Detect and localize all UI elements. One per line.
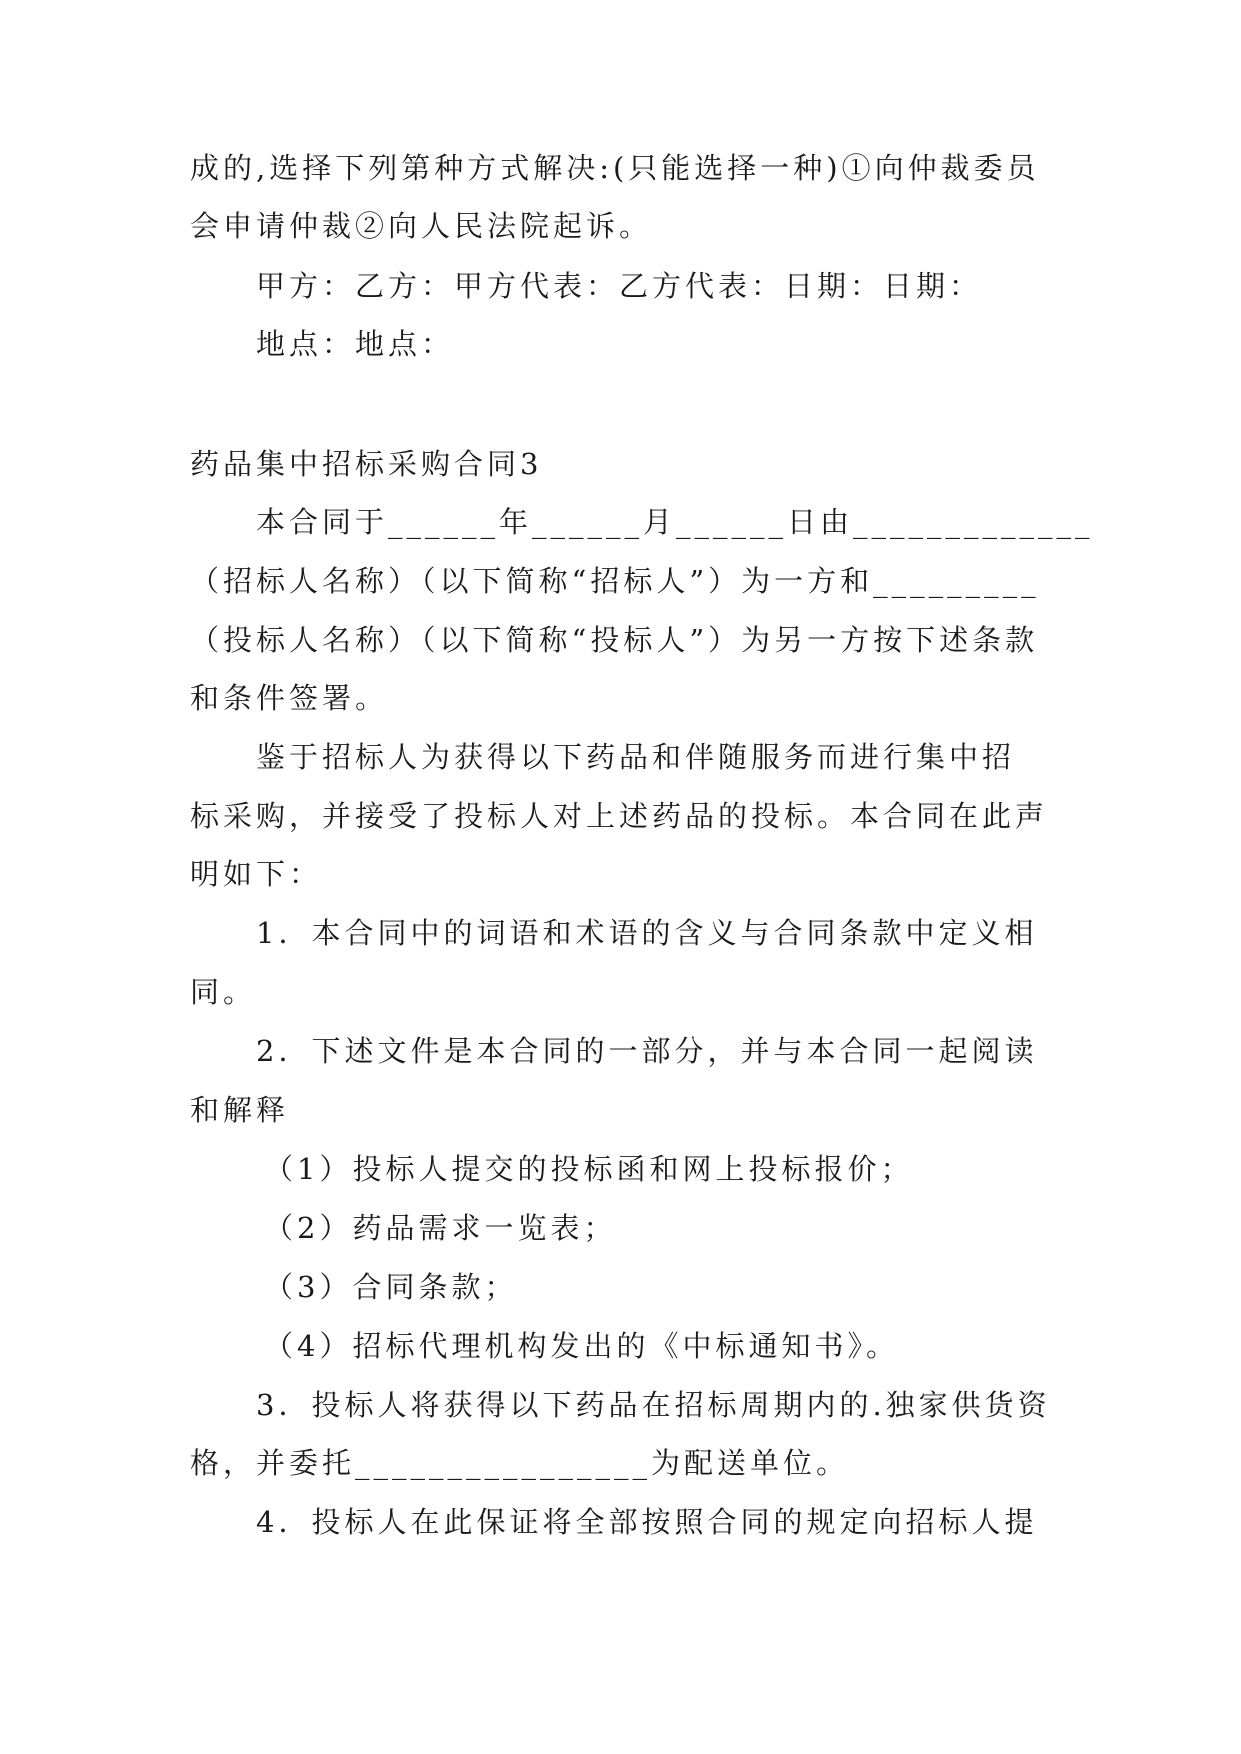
clause-line: 1．本合同中的词语和术语的含义与合同条款中定义相 — [256, 916, 1038, 950]
text-line: 标采购，并接受了投标人对上述药品的投标。本合同在此声 — [190, 799, 1049, 833]
signature-labels: 甲方：乙方：甲方代表：乙方代表：日期：日期： — [256, 269, 983, 303]
text-line: 明如下： — [190, 857, 323, 891]
text-line: 会申请仲裁②向人民法院起诉。 — [190, 209, 653, 243]
clause-line: 3．投标人将获得以下药品在招标周期内的.独家供货资 — [256, 1388, 1051, 1422]
list-item: （3）合同条款； — [264, 1270, 518, 1304]
clause-line: 4．投标人在此保证将全部按照合同的规定向招标人提 — [256, 1505, 1038, 1539]
text-line: 和条件签署。 — [190, 681, 389, 715]
text-line: 格，并委托________________为配送单位。 — [190, 1446, 850, 1480]
text-line: （招标人名称）（以下简称“招标人”）为一方和_________ — [190, 564, 1040, 598]
list-item: （2）药品需求一览表； — [264, 1211, 617, 1245]
list-item: （1）投标人提交的投标函和网上投标报价； — [264, 1152, 914, 1186]
text-line: 鉴于招标人为获得以下药品和伴随服务而进行集中招 — [256, 740, 1016, 774]
text-line: 和解释 — [190, 1093, 290, 1127]
text-line: （投标人名称）（以下简称“投标人”）为另一方按下述条款 — [190, 623, 1039, 657]
text-line: 成的,选择下列第种方式解决:(只能选择一种)①向仲裁委员 — [190, 151, 1040, 185]
location-labels: 地点：地点： — [256, 327, 455, 361]
list-item: （4）招标代理机构发出的《中标通知书》。 — [264, 1329, 899, 1363]
text-line: 同。 — [190, 975, 257, 1009]
text-line: 本合同于______年______月______日由_____________ — [256, 505, 1094, 539]
section-title: 药品集中招标采购合同3 — [190, 447, 543, 481]
clause-line: 2．下述文件是本合同的一部分，并与本合同一起阅读 — [256, 1034, 1038, 1068]
